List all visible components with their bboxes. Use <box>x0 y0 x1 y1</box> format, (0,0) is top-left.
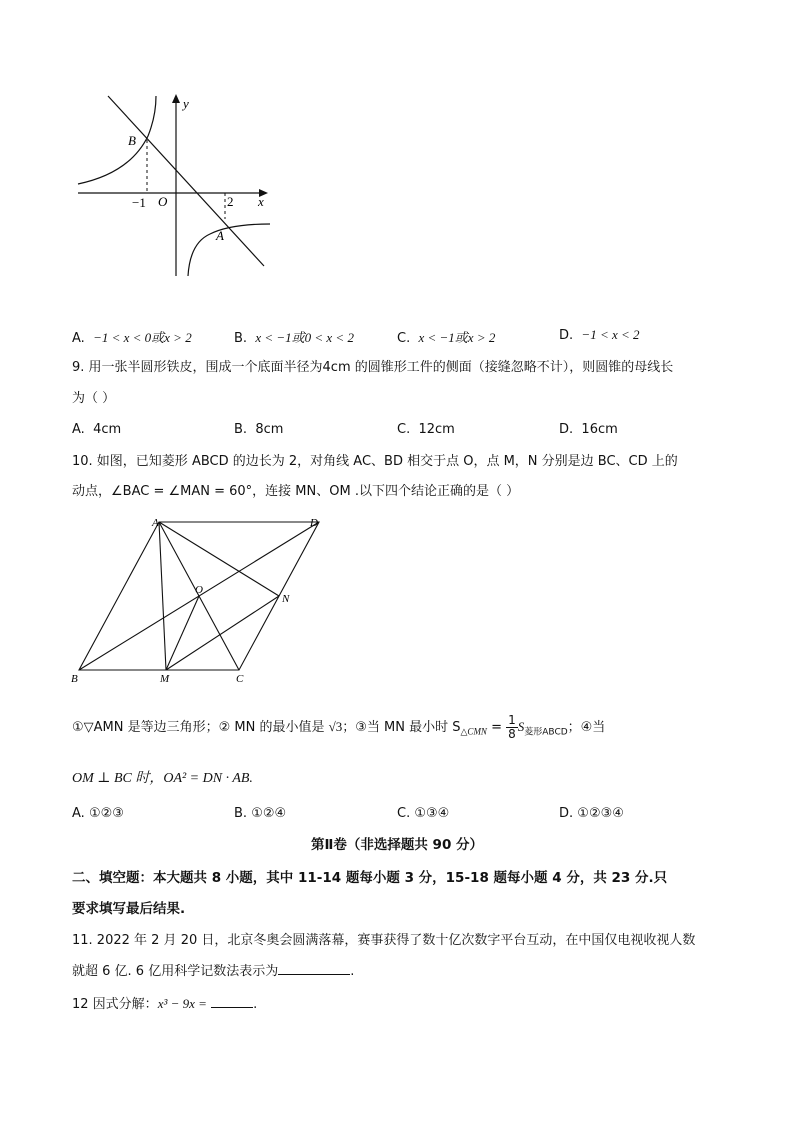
q11-end-period: . <box>350 964 355 979</box>
q8-choice-b <box>234 327 354 346</box>
q10-choice-a <box>72 806 124 821</box>
point-label-a: A <box>216 228 224 243</box>
part2-title: 第Ⅱ卷（非选择题共 90 分） <box>310 837 484 853</box>
choice-letter: D. <box>559 806 574 821</box>
choice-letter: C. <box>397 422 411 437</box>
fraction-numerator: 1 <box>508 713 516 727</box>
choice-letter: B. <box>234 422 248 437</box>
q10-choice-b <box>234 806 286 821</box>
q10-choices <box>72 806 772 826</box>
sub-cmn: △CMN <box>460 726 487 737</box>
section2-heading-line2: 要求填写最后结果. <box>72 901 186 917</box>
segment-am <box>159 522 166 670</box>
choice-text: 8cm <box>255 422 284 437</box>
q10-choice-d <box>559 806 624 821</box>
choice-text: ①②③ <box>88 806 124 821</box>
choice-text: ①②④ <box>251 806 287 821</box>
choice-text: −1 < x < 2 <box>581 327 640 342</box>
q11-question-line1: 11. 2022 年 2 月 20 日，北京冬奥会圆满落幕，赛事获得了数十亿次数字平台互动，在中国仅电视收视人数 <box>72 933 696 948</box>
segment-an <box>159 522 279 596</box>
choice-letter: A. <box>72 331 85 346</box>
q10-question-line1: 10. 如图，已知菱形 ABCD 的边长为 2，对角线 AC、BD 相交于点 O，点 M，N 分别是边 BC、CD 上的 <box>72 454 678 469</box>
statements-part-b: ；③当 MN 最小时 S <box>342 720 461 735</box>
choice-letter: C. <box>397 806 411 821</box>
linear-function-line <box>108 96 264 266</box>
function-graph <box>70 88 280 283</box>
x-axis-label: x <box>258 194 264 209</box>
q11-line2-text: 就超 6 亿. 6 亿用科学记数法表示为 <box>72 964 279 979</box>
choice-letter: D. <box>559 328 574 343</box>
vertex-label-d: D <box>310 517 318 529</box>
q8-choices <box>72 327 772 347</box>
choice-letter: D. <box>559 422 574 437</box>
y-axis-label: y <box>183 96 189 111</box>
choice-letter: A. <box>72 422 85 437</box>
q9-question-line2: 为（ ） <box>72 391 116 406</box>
choice-letter: B. <box>234 331 248 346</box>
choice-text: ①②③④ <box>577 806 624 821</box>
vertex-label-b: B <box>71 673 78 685</box>
tick-label-neg1: −1 <box>132 195 146 210</box>
fraction-one-eighth <box>506 714 518 741</box>
tick-label-2: 2 <box>227 194 234 209</box>
point-label-o: O <box>195 584 203 596</box>
q11-question-line2 <box>72 962 354 981</box>
point-label-b: B <box>128 133 136 148</box>
q12-question <box>72 995 257 1014</box>
point-label-m: M <box>160 673 170 685</box>
q9-choices <box>72 422 772 442</box>
sqrt3-value: √3 <box>328 719 343 734</box>
rhombus-figure <box>64 512 334 687</box>
q9-choice-d <box>559 422 618 437</box>
choice-text: ①③④ <box>414 806 450 821</box>
q10-question-line2: 动点，∠BAC = ∠MAN = 60°，连接 MN、OM .以下四个结论正确的是（ ） <box>72 484 520 499</box>
answer-blank-q11[interactable] <box>278 962 350 975</box>
statements-part-a: ①▽AMN 是等边三角形；② MN 的最小值是 <box>72 720 325 735</box>
choice-text: 16cm <box>581 422 618 437</box>
point-label-n: N <box>282 593 290 605</box>
choice-letter: B. <box>234 806 248 821</box>
hyperbola-branch-lower-right <box>188 224 270 276</box>
q8-choice-c <box>397 327 495 346</box>
q9-choice-c <box>397 422 455 437</box>
q12-end-period: . <box>253 997 258 1012</box>
vertex-label-a: A <box>152 517 159 529</box>
q10-statements-line <box>72 712 605 742</box>
q10-statement-last: OM ⊥ BC 时，OA² = DN · AB. <box>72 771 253 786</box>
q10-choice-c <box>397 806 449 821</box>
q12-label: 12 因式分解： <box>72 997 158 1012</box>
q9-choice-a <box>72 422 121 437</box>
area-symbol: S <box>517 719 525 734</box>
q12-expression: x³ − 9x = <box>157 996 207 1011</box>
y-axis-arrow <box>172 94 180 103</box>
q8-choice-d <box>559 327 640 343</box>
fraction-denominator: 8 <box>508 727 516 741</box>
choice-letter: C. <box>397 331 411 346</box>
choice-text: 12cm <box>418 422 455 437</box>
choice-letter: A. <box>72 806 85 821</box>
origin-label: O <box>158 194 168 209</box>
answer-blank-q12[interactable] <box>211 995 253 1008</box>
hyperbola-branch-upper-left <box>78 96 156 184</box>
q8-choice-a <box>72 327 192 346</box>
choice-text: x < −1或0 < x < 2 <box>255 330 354 345</box>
vertex-label-c: C <box>236 673 244 685</box>
choice-text: x < −1或x > 2 <box>418 330 496 345</box>
statements-part-c: ；④当 <box>567 720 606 735</box>
choice-text: 4cm <box>93 422 122 437</box>
q9-choice-b <box>234 422 283 437</box>
sub-abcd: 菱形ABCD <box>524 727 568 738</box>
section2-heading-line1: 二、填空题：本大题共 8 小题，其中 11-14 题每小题 3 分，15-18 题每小题 4 分，共 23 分.只 <box>72 870 668 886</box>
choice-text: −1 < x < 0或x > 2 <box>93 330 192 345</box>
q9-question-line1: 9. 用一张半圆形铁皮，围成一个底面半径为4cm 的圆锥形工件的侧面（接缝忽略不计），则圆锥的母线长 <box>72 360 674 375</box>
equals-sign: = <box>486 720 507 735</box>
